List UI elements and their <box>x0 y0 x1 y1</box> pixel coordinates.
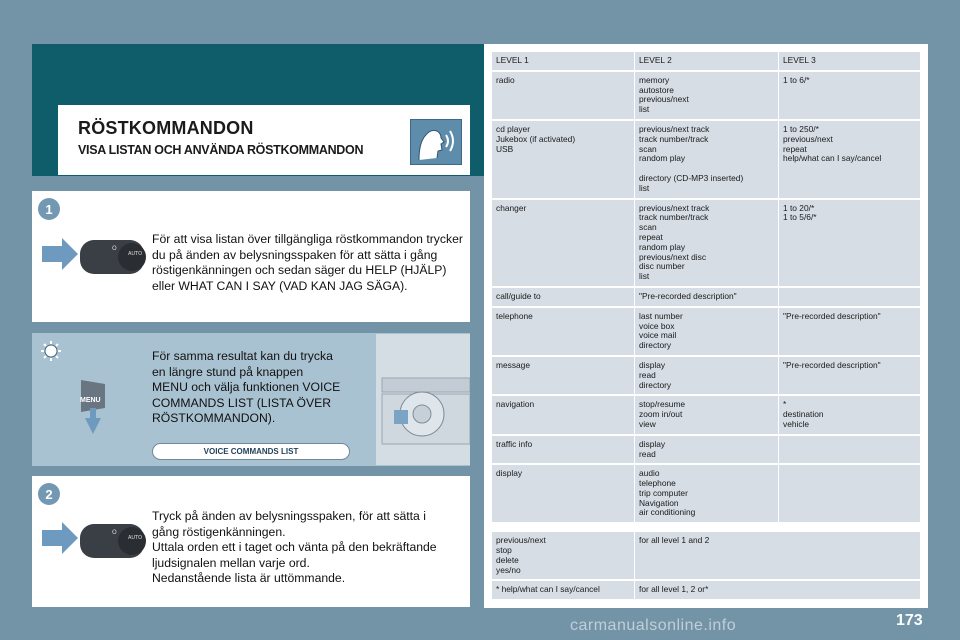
table-row <box>492 396 920 433</box>
step-1-badge: 1 <box>38 198 60 220</box>
step-2-text: Tryck på änden av belysningsspaken, för att sätta i gång röstigenkänningen. Uttala orden ett i taget och vänta på den bekräftande ljudsignalen mellan varje ord. Nedanstående lista är uttömmande. <box>152 509 437 585</box>
table-footer-cell: previous/next stop delete yes/no <box>492 532 635 579</box>
table-footer-row <box>492 532 920 579</box>
table-cell <box>779 465 920 522</box>
page-subtitle: VISA LISTAN OCH ANVÄNDA RÖSTKOMMANDON <box>78 143 364 157</box>
table-row <box>492 357 920 394</box>
svg-text:AUTO: AUTO <box>128 251 143 257</box>
lighting-stalk-image-1 <box>40 228 150 293</box>
table-footer-row <box>492 581 920 599</box>
table-cell: telephone <box>492 308 635 355</box>
table-cell: navigation <box>492 396 635 433</box>
table-row <box>492 308 920 355</box>
table-row <box>492 436 920 464</box>
page-title: RÖSTKOMMANDON <box>78 118 254 138</box>
table-cell: 1 to 6/* <box>783 74 810 85</box>
table-cell: message <box>492 357 635 394</box>
watermark-text: carmanualsonline.info <box>570 617 737 634</box>
voice-commands-list-label: VOICE COMMANDS LIST <box>152 443 350 460</box>
table-cell: audio telephone trip computer Navigation air conditioning <box>635 465 779 522</box>
table-cell: display read <box>635 436 779 464</box>
table-row <box>492 72 920 119</box>
voice-commands-table <box>492 52 920 601</box>
table-cell <box>779 436 920 464</box>
table-footer-cell: * help/what can I say/cancel <box>492 581 635 599</box>
table-cell: 1 to 20/* 1 to 5/6/* <box>783 202 817 223</box>
table-cell: "Pre-recorded description" <box>783 310 881 321</box>
step-menu-text: För samma resultat kan du trycka en längre stund på knappen MENU och välja funktionen VOICE COMMANDS LIST (LISTA ÖVER RÖSTKOMMANDON). <box>152 349 341 425</box>
table-cell: call/guide to <box>492 288 635 306</box>
table-cell: "Pre-recorded description" <box>635 288 779 306</box>
step-1-text: För att visa listan över tillgängliga röstkommandon trycker du på änden av belysningsspaken för att sätta i gång röstigenkänningen och sedan säger du HELP (HJÄLP) eller WHAT CAN I SAY (VAD KAN JAG SÄGA). <box>152 232 463 293</box>
table-row <box>492 121 920 198</box>
table-cell: display <box>492 465 635 522</box>
step-2-badge: 2 <box>38 483 60 505</box>
table-cell: previous/next track track number/track scan repeat random play previous/next disc disc number list <box>635 200 779 286</box>
table-header-cell: LEVEL 1 <box>492 52 635 70</box>
table-cell: radio <box>492 72 635 119</box>
menu-button-label: MENU <box>80 397 101 404</box>
svg-text:O: O <box>112 529 117 536</box>
page-number: 173 <box>896 612 923 629</box>
table-cell: traffic info <box>492 436 635 464</box>
table-row <box>492 288 920 306</box>
table-cell: display read directory <box>635 357 779 394</box>
header-title-box <box>58 105 470 175</box>
table-cell: last number voice box voice mail directory <box>635 308 779 355</box>
voice-recognition-icon <box>410 119 462 165</box>
table-footer-cell: for all level 1, 2 or* <box>639 584 709 595</box>
table-cell: changer <box>492 200 635 286</box>
table-row <box>492 465 920 522</box>
table-header-cell: LEVEL 3 <box>783 55 816 65</box>
lighting-stalk-image-2 <box>40 512 150 577</box>
table-cell: "Pre-recorded description" <box>783 359 881 370</box>
table-cell: * destination vehicle <box>783 399 824 429</box>
table-row <box>492 200 920 286</box>
table-footer-cell: for all level 1 and 2 <box>639 535 710 546</box>
tip-icon <box>40 340 62 367</box>
table-cell: cd player Jukebox (if activated) USB <box>492 121 635 198</box>
table-cell: stop/resume zoom in/out view <box>635 396 779 433</box>
table-cell: 1 to 250/* previous/next repeat help/what can I say/cancel <box>783 123 882 164</box>
table-header-cell: LEVEL 2 <box>635 52 779 70</box>
table-cell: memory autostore previous/next list <box>635 72 779 119</box>
table-cell: previous/next track track number/track scan random play directory (CD-MP3 inserted) list <box>635 121 779 198</box>
svg-text:O: O <box>112 245 117 252</box>
table-header-row <box>492 52 920 70</box>
svg-text:AUTO: AUTO <box>128 535 143 541</box>
radio-control-image <box>376 334 470 465</box>
table-cell <box>779 288 920 306</box>
